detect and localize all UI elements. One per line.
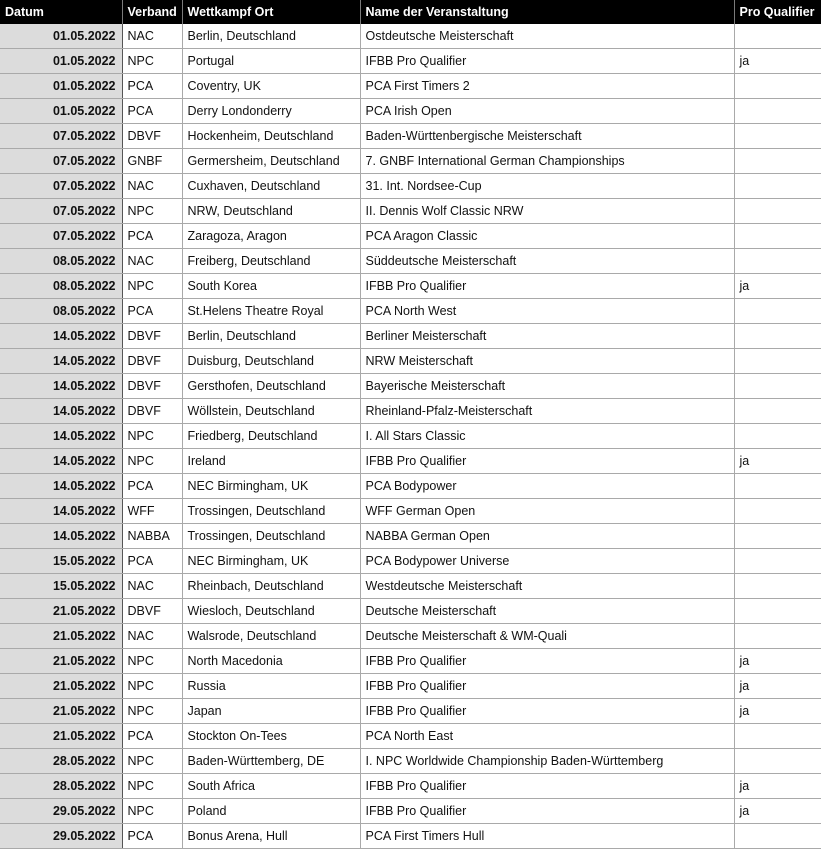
pro-qualifier-cell[interactable] — [734, 249, 821, 274]
date-cell[interactable]: 01.05.2022 — [0, 99, 122, 124]
table-row — [0, 524, 821, 549]
pro-qualifier-cell[interactable]: ja — [734, 649, 821, 674]
federation-cell[interactable]: PCA — [122, 99, 182, 124]
event-name-cell[interactable]: PCA Bodypower — [360, 474, 734, 499]
event-name-cell[interactable]: Deutsche Meisterschaft — [360, 599, 734, 624]
federation-cell[interactable]: DBVF — [122, 324, 182, 349]
pro-qualifier-cell[interactable] — [734, 74, 821, 99]
date-cell[interactable]: 14.05.2022 — [0, 474, 122, 499]
location-cell[interactable]: Duisburg, Deutschland — [182, 349, 360, 374]
location-cell[interactable]: Freiberg, Deutschland — [182, 249, 360, 274]
location-cell[interactable]: Poland — [182, 799, 360, 824]
table-row — [0, 149, 821, 174]
pro-qualifier-cell[interactable] — [734, 424, 821, 449]
pro-qualifier-cell[interactable]: ja — [734, 799, 821, 824]
table-row — [0, 199, 821, 224]
event-name-cell[interactable]: I. NPC Worldwide Championship Baden-Württemberg — [360, 749, 734, 774]
pro-qualifier-cell[interactable] — [734, 374, 821, 399]
location-cell[interactable]: Gersthofen, Deutschland — [182, 374, 360, 399]
event-name-cell[interactable]: IFBB Pro Qualifier — [360, 799, 734, 824]
location-cell[interactable]: Cuxhaven, Deutschland — [182, 174, 360, 199]
event-name-cell[interactable]: Süddeutsche Meisterschaft — [360, 249, 734, 274]
date-cell[interactable]: 29.05.2022 — [0, 799, 122, 824]
federation-cell[interactable]: PCA — [122, 74, 182, 99]
column-header-event-name[interactable]: Name der Veranstaltung — [360, 0, 734, 24]
table-row — [0, 74, 821, 99]
location-cell[interactable]: Germersheim, Deutschland — [182, 149, 360, 174]
date-cell[interactable]: 08.05.2022 — [0, 249, 122, 274]
pro-qualifier-cell[interactable]: ja — [734, 274, 821, 299]
event-name-cell[interactable]: Westdeutsche Meisterschaft — [360, 574, 734, 599]
table-body — [0, 24, 821, 849]
federation-cell[interactable]: GNBF — [122, 149, 182, 174]
table-row — [0, 474, 821, 499]
pro-qualifier-cell[interactable]: ja — [734, 774, 821, 799]
pro-qualifier-cell[interactable] — [734, 224, 821, 249]
date-cell[interactable]: 07.05.2022 — [0, 174, 122, 199]
location-cell[interactable]: Berlin, Deutschland — [182, 324, 360, 349]
federation-cell[interactable]: DBVF — [122, 349, 182, 374]
column-header-pro-qualifier[interactable]: Pro Qualifier — [734, 0, 821, 24]
pro-qualifier-cell[interactable]: ja — [734, 674, 821, 699]
pro-qualifier-cell[interactable] — [734, 824, 821, 849]
column-header-location[interactable]: Wettkampf Ort — [182, 0, 360, 24]
table-row — [0, 749, 821, 774]
federation-cell[interactable]: PCA — [122, 224, 182, 249]
event-name-cell[interactable]: Baden-Württenbergische Meisterschaft — [360, 124, 734, 149]
event-name-cell[interactable]: IFBB Pro Qualifier — [360, 649, 734, 674]
pro-qualifier-cell[interactable] — [734, 99, 821, 124]
federation-cell[interactable]: NPC — [122, 649, 182, 674]
pro-qualifier-cell[interactable] — [734, 124, 821, 149]
table-row — [0, 174, 821, 199]
location-cell[interactable]: North Macedonia — [182, 649, 360, 674]
location-cell[interactable]: Trossingen, Deutschland — [182, 499, 360, 524]
pro-qualifier-cell[interactable] — [734, 524, 821, 549]
federation-cell[interactable]: DBVF — [122, 374, 182, 399]
federation-cell[interactable]: NPC — [122, 774, 182, 799]
date-cell[interactable]: 14.05.2022 — [0, 324, 122, 349]
date-cell[interactable]: 08.05.2022 — [0, 299, 122, 324]
federation-cell[interactable]: PCA — [122, 299, 182, 324]
federation-cell[interactable]: NABBA — [122, 524, 182, 549]
event-name-cell[interactable]: NABBA German Open — [360, 524, 734, 549]
date-cell[interactable]: 21.05.2022 — [0, 724, 122, 749]
event-name-cell[interactable]: WFF German Open — [360, 499, 734, 524]
event-name-cell[interactable]: 7. GNBF International German Championships — [360, 149, 734, 174]
date-cell[interactable]: 14.05.2022 — [0, 399, 122, 424]
location-cell[interactable]: Wiesloch, Deutschland — [182, 599, 360, 624]
event-name-cell[interactable]: I. All Stars Classic — [360, 424, 734, 449]
federation-cell[interactable]: NPC — [122, 49, 182, 74]
date-cell[interactable]: 28.05.2022 — [0, 774, 122, 799]
date-cell[interactable]: 07.05.2022 — [0, 149, 122, 174]
table-row — [0, 649, 821, 674]
table-row — [0, 299, 821, 324]
event-name-cell[interactable]: IFBB Pro Qualifier — [360, 274, 734, 299]
event-name-cell[interactable]: NRW Meisterschaft — [360, 349, 734, 374]
table-row — [0, 774, 821, 799]
location-cell[interactable]: Walsrode, Deutschland — [182, 624, 360, 649]
pro-qualifier-cell[interactable] — [734, 399, 821, 424]
table-row — [0, 349, 821, 374]
pro-qualifier-cell[interactable] — [734, 724, 821, 749]
table-row — [0, 674, 821, 699]
federation-cell[interactable]: WFF — [122, 499, 182, 524]
event-name-cell[interactable]: Ostdeutsche Meisterschaft — [360, 24, 734, 49]
pro-qualifier-cell[interactable] — [734, 149, 821, 174]
location-cell[interactable]: Portugal — [182, 49, 360, 74]
event-name-cell[interactable]: PCA North East — [360, 724, 734, 749]
location-cell[interactable]: Rheinbach, Deutschland — [182, 574, 360, 599]
location-cell[interactable]: Ireland — [182, 449, 360, 474]
table-row — [0, 549, 821, 574]
table-row — [0, 324, 821, 349]
federation-cell[interactable]: NAC — [122, 174, 182, 199]
location-cell[interactable]: NEC Birmingham, UK — [182, 474, 360, 499]
location-cell[interactable]: Berlin, Deutschland — [182, 24, 360, 49]
date-cell[interactable]: 21.05.2022 — [0, 624, 122, 649]
date-cell[interactable]: 01.05.2022 — [0, 24, 122, 49]
table-row — [0, 399, 821, 424]
federation-cell[interactable]: NAC — [122, 574, 182, 599]
table-row — [0, 724, 821, 749]
pro-qualifier-cell[interactable] — [734, 299, 821, 324]
date-cell[interactable]: 14.05.2022 — [0, 374, 122, 399]
federation-cell[interactable]: PCA — [122, 824, 182, 849]
pro-qualifier-cell[interactable]: ja — [734, 49, 821, 74]
pro-qualifier-cell[interactable] — [734, 174, 821, 199]
pro-qualifier-cell[interactable] — [734, 549, 821, 574]
pro-qualifier-cell[interactable] — [734, 199, 821, 224]
location-cell[interactable]: South Africa — [182, 774, 360, 799]
location-cell[interactable]: St.Helens Theatre Royal — [182, 299, 360, 324]
pro-qualifier-cell[interactable] — [734, 349, 821, 374]
location-cell[interactable]: Hockenheim, Deutschland — [182, 124, 360, 149]
table-row — [0, 599, 821, 624]
federation-cell[interactable]: NAC — [122, 24, 182, 49]
pro-qualifier-cell[interactable] — [734, 499, 821, 524]
table-row — [0, 249, 821, 274]
event-name-cell[interactable]: PCA Aragon Classic — [360, 224, 734, 249]
event-name-cell[interactable]: IFBB Pro Qualifier — [360, 674, 734, 699]
pro-qualifier-cell[interactable] — [734, 574, 821, 599]
event-name-cell[interactable]: 31. Int. Nordsee-Cup — [360, 174, 734, 199]
table-row — [0, 449, 821, 474]
table-row — [0, 799, 821, 824]
federation-cell[interactable]: NPC — [122, 799, 182, 824]
date-cell[interactable]: 14.05.2022 — [0, 449, 122, 474]
location-cell[interactable]: South Korea — [182, 274, 360, 299]
event-name-cell[interactable]: PCA First Timers 2 — [360, 74, 734, 99]
table-header — [0, 0, 821, 24]
table-row — [0, 124, 821, 149]
event-name-cell[interactable]: IFBB Pro Qualifier — [360, 449, 734, 474]
location-cell[interactable]: NEC Birmingham, UK — [182, 549, 360, 574]
event-name-cell[interactable]: Berliner Meisterschaft — [360, 324, 734, 349]
location-cell[interactable]: Russia — [182, 674, 360, 699]
federation-cell[interactable]: NPC — [122, 449, 182, 474]
table-row — [0, 49, 821, 74]
date-cell[interactable]: 14.05.2022 — [0, 349, 122, 374]
event-name-cell[interactable]: Deutsche Meisterschaft & WM-Quali — [360, 624, 734, 649]
pro-qualifier-cell[interactable]: ja — [734, 449, 821, 474]
table-row — [0, 824, 821, 849]
federation-cell[interactable]: NAC — [122, 624, 182, 649]
table-row — [0, 574, 821, 599]
location-cell[interactable]: Bonus Arena, Hull — [182, 824, 360, 849]
date-cell[interactable]: 21.05.2022 — [0, 649, 122, 674]
date-cell[interactable]: 14.05.2022 — [0, 424, 122, 449]
pro-qualifier-cell[interactable] — [734, 24, 821, 49]
location-cell[interactable]: Zaragoza, Aragon — [182, 224, 360, 249]
date-cell[interactable]: 21.05.2022 — [0, 699, 122, 724]
table-row — [0, 424, 821, 449]
event-name-cell[interactable]: PCA North West — [360, 299, 734, 324]
location-cell[interactable]: Trossingen, Deutschland — [182, 524, 360, 549]
date-cell[interactable]: 07.05.2022 — [0, 199, 122, 224]
location-cell[interactable]: Baden-Württemberg, DE — [182, 749, 360, 774]
location-cell[interactable]: Friedberg, Deutschland — [182, 424, 360, 449]
event-name-cell[interactable]: Rheinland-Pfalz-Meisterschaft — [360, 399, 734, 424]
federation-cell[interactable]: NPC — [122, 749, 182, 774]
event-name-cell[interactable]: PCA Irish Open — [360, 99, 734, 124]
pro-qualifier-cell[interactable] — [734, 599, 821, 624]
event-name-cell[interactable]: Bayerische Meisterschaft — [360, 374, 734, 399]
federation-cell[interactable]: NPC — [122, 674, 182, 699]
pro-qualifier-cell[interactable] — [734, 474, 821, 499]
pro-qualifier-cell[interactable] — [734, 624, 821, 649]
table-row — [0, 374, 821, 399]
column-header-date[interactable]: Datum — [0, 0, 122, 24]
federation-cell[interactable]: NPC — [122, 199, 182, 224]
location-cell[interactable]: Wöllstein, Deutschland — [182, 399, 360, 424]
header-row — [0, 0, 821, 24]
date-cell[interactable]: 21.05.2022 — [0, 674, 122, 699]
date-cell[interactable]: 14.05.2022 — [0, 499, 122, 524]
federation-cell[interactable]: NPC — [122, 699, 182, 724]
table-row — [0, 499, 821, 524]
event-name-cell[interactable]: PCA First Timers Hull — [360, 824, 734, 849]
date-cell[interactable]: 14.05.2022 — [0, 524, 122, 549]
table-row — [0, 224, 821, 249]
event-name-cell[interactable]: IFBB Pro Qualifier — [360, 49, 734, 74]
federation-cell[interactable]: NAC — [122, 249, 182, 274]
table-row — [0, 274, 821, 299]
event-name-cell[interactable]: IFBB Pro Qualifier — [360, 774, 734, 799]
pro-qualifier-cell[interactable] — [734, 749, 821, 774]
federation-cell[interactable]: DBVF — [122, 399, 182, 424]
date-cell[interactable]: 28.05.2022 — [0, 749, 122, 774]
table-row — [0, 24, 821, 49]
federation-cell[interactable]: DBVF — [122, 124, 182, 149]
table-row — [0, 699, 821, 724]
date-cell[interactable]: 01.05.2022 — [0, 74, 122, 99]
table-row — [0, 624, 821, 649]
location-cell[interactable]: NRW, Deutschland — [182, 199, 360, 224]
location-cell[interactable]: Derry Londonderry — [182, 99, 360, 124]
date-cell[interactable]: 08.05.2022 — [0, 274, 122, 299]
event-name-cell[interactable]: II. Dennis Wolf Classic NRW — [360, 199, 734, 224]
federation-cell[interactable]: NPC — [122, 424, 182, 449]
table-row — [0, 99, 821, 124]
federation-cell[interactable]: PCA — [122, 724, 182, 749]
pro-qualifier-cell[interactable]: ja — [734, 699, 821, 724]
date-cell[interactable]: 01.05.2022 — [0, 49, 122, 74]
location-cell[interactable]: Stockton On-Tees — [182, 724, 360, 749]
federation-cell[interactable]: DBVF — [122, 599, 182, 624]
event-name-cell[interactable]: PCA Bodypower Universe — [360, 549, 734, 574]
location-cell[interactable]: Coventry, UK — [182, 74, 360, 99]
federation-cell[interactable]: PCA — [122, 549, 182, 574]
federation-cell[interactable]: PCA — [122, 474, 182, 499]
location-cell[interactable]: Japan — [182, 699, 360, 724]
date-cell[interactable]: 21.05.2022 — [0, 599, 122, 624]
date-cell[interactable]: 15.05.2022 — [0, 549, 122, 574]
date-cell[interactable]: 29.05.2022 — [0, 824, 122, 849]
column-header-federation[interactable]: Verband — [122, 0, 182, 24]
date-cell[interactable]: 07.05.2022 — [0, 124, 122, 149]
date-cell[interactable]: 07.05.2022 — [0, 224, 122, 249]
event-name-cell[interactable]: IFBB Pro Qualifier — [360, 699, 734, 724]
pro-qualifier-cell[interactable] — [734, 324, 821, 349]
date-cell[interactable]: 15.05.2022 — [0, 574, 122, 599]
federation-cell[interactable]: NPC — [122, 274, 182, 299]
